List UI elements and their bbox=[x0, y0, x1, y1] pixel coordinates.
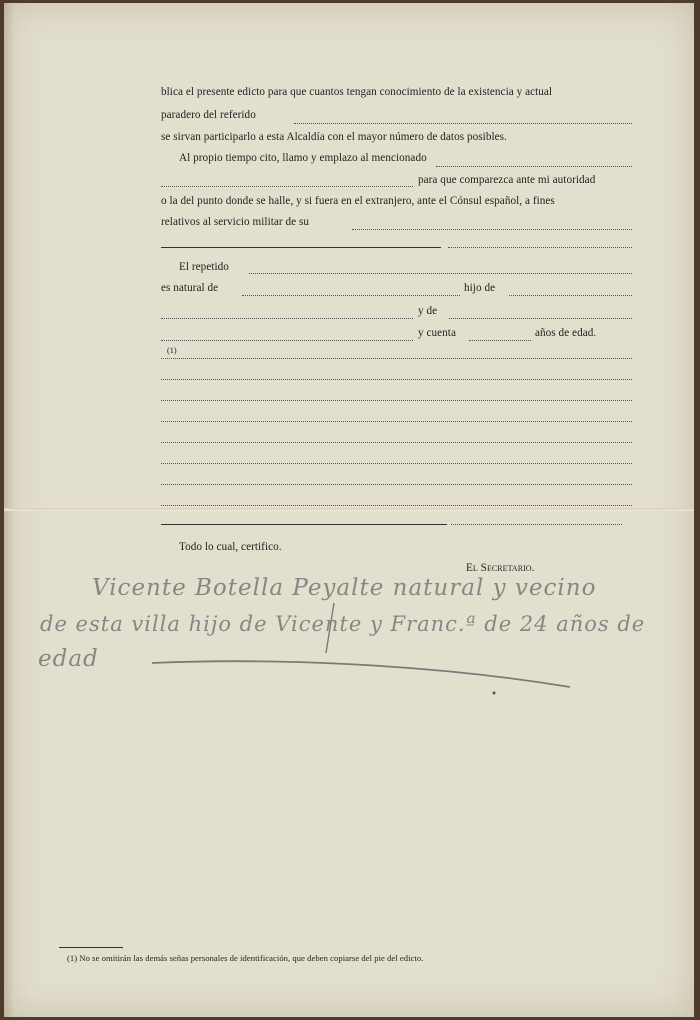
handwriting-line-3: edad bbox=[38, 646, 99, 672]
edict-line-1: blica el presente edicto para que cuantos tengan conocimiento de la existencia y actual bbox=[161, 86, 553, 98]
natural-label: es natural de bbox=[161, 282, 219, 294]
document-page bbox=[4, 3, 694, 1017]
certifico-text: Todo lo cual, certifico. bbox=[179, 541, 282, 553]
cuenta-label: y cuenta bbox=[418, 327, 456, 339]
footnote-text: (1) No se omitirán las demás señas personales de identificación, que deben copiarse del pie del edicto. bbox=[67, 953, 424, 963]
handwriting-strokes bbox=[4, 3, 694, 703]
edict-line-6: o la del punto donde se halle, y si fuera en el extranjero, ante el Cónsul español, a fines bbox=[161, 195, 555, 207]
note-marker: (1) bbox=[167, 346, 177, 355]
repetido-label: El repetido bbox=[179, 261, 229, 273]
anos-label: años de edad. bbox=[535, 327, 597, 339]
edict-line-4: Al propio tiempo cito, llamo y emplazo al mencionado bbox=[179, 152, 427, 164]
y-de-label: y de bbox=[418, 305, 438, 317]
handwriting-line-2: de esta villa hijo de Vicente y Franc.ª de 24 años de bbox=[40, 612, 646, 636]
edict-line-2: paradero del referido bbox=[161, 109, 256, 121]
handwriting-line-1: Vicente Botella Peyalte natural y vecino bbox=[92, 575, 597, 601]
edict-line-7: relativos al servicio militar de su bbox=[161, 216, 310, 228]
hijo-label: hijo de bbox=[464, 282, 496, 294]
footnote-rule bbox=[59, 947, 123, 948]
edict-line-3: se sirvan participarlo a esta Alcaldía con el mayor número de datos posibles. bbox=[161, 131, 507, 143]
edict-line-5: para que comparezca ante mi autoridad bbox=[418, 174, 596, 186]
secretario-signature-label: El Secretario. bbox=[466, 562, 535, 574]
